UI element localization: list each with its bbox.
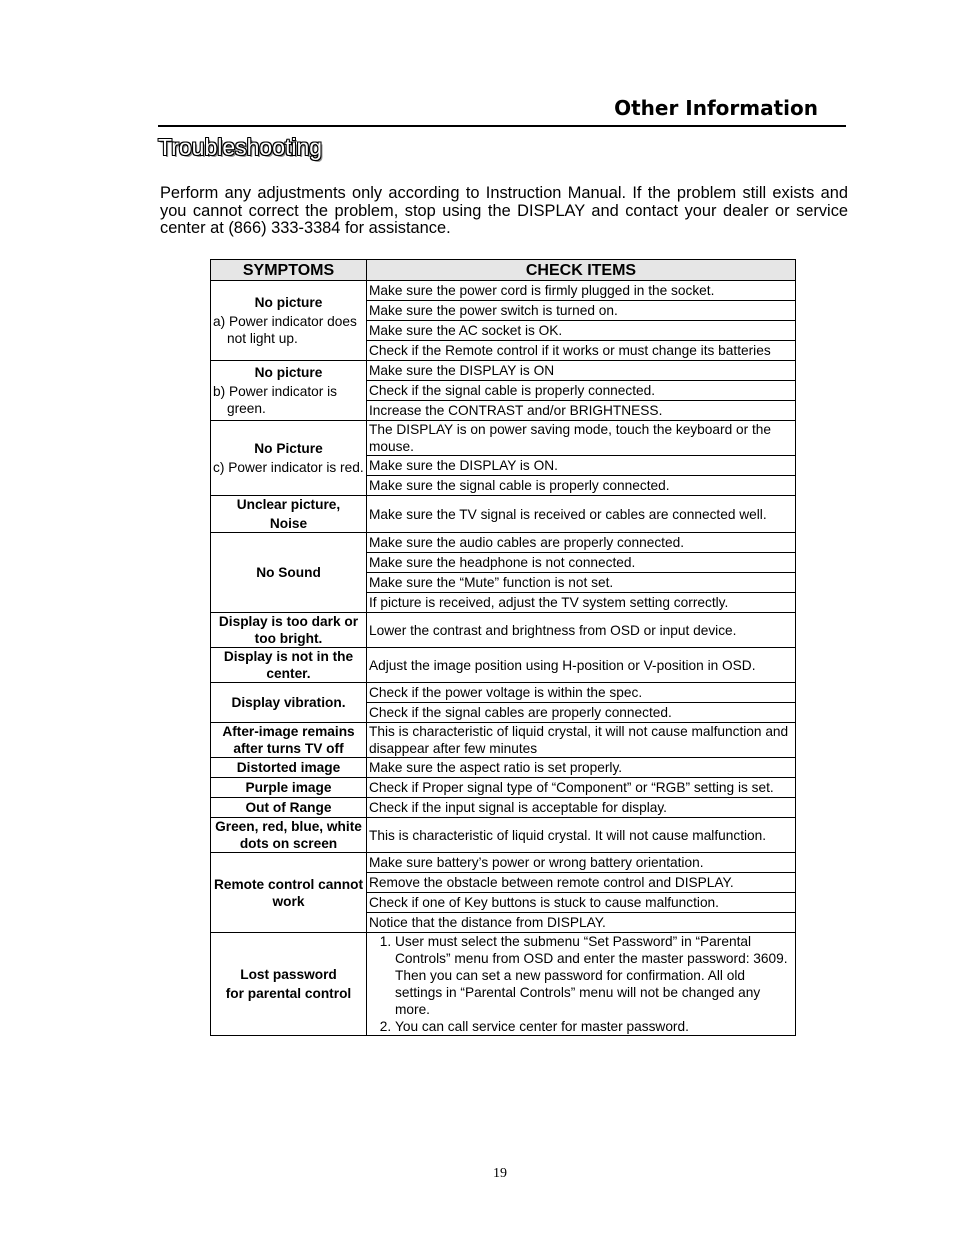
check-item bbox=[367, 933, 796, 1036]
symptom-cell bbox=[211, 281, 367, 361]
symptom-title-line2: for parental control bbox=[225, 986, 352, 1001]
symptom-title: Lost password bbox=[240, 967, 337, 982]
check-item: This is characteristic of liquid crystal, it will not cause malfunction and disappear after few minutes bbox=[367, 723, 796, 758]
symptom-cell: No Sound bbox=[211, 533, 367, 613]
check-item: The DISPLAY is on power saving mode, touch the keyboard or the mouse. bbox=[367, 421, 796, 456]
symptom-cell bbox=[211, 933, 367, 1036]
symptom-cell bbox=[211, 361, 367, 421]
check-item: Remove the obstacle between remote control and DISPLAY. bbox=[367, 873, 796, 893]
check-item: Check if one of Key buttons is stuck to cause malfunction. bbox=[367, 893, 796, 913]
symptom-cell: After-image remains after turns TV off bbox=[211, 723, 367, 758]
check-item: Notice that the distance from DISPLAY. bbox=[367, 913, 796, 933]
table-row bbox=[211, 421, 796, 456]
table-row bbox=[211, 361, 796, 381]
symptom-cell bbox=[211, 496, 367, 533]
page-title: Troubleshooting bbox=[158, 134, 323, 160]
check-item: Check if the Remote control if it works or must change its batteries bbox=[367, 341, 796, 361]
password-steps bbox=[369, 933, 793, 1035]
symptom-cell: Distorted image bbox=[211, 758, 367, 778]
intro-paragraph: Perform any adjustments only according to Instruction Manual. If the problem still exists and you cannot correct the problem, stop using the DISPLAY and contact your dealer or service center at (866) 333-3384 for assistance. bbox=[160, 184, 848, 237]
symptom-cell bbox=[211, 421, 367, 496]
table-row bbox=[211, 723, 796, 758]
table-row bbox=[211, 496, 796, 533]
check-item: Make sure the audio cables are properly connected. bbox=[367, 533, 796, 553]
table-row bbox=[211, 613, 796, 648]
check-item: If picture is received, adjust the TV system setting correctly. bbox=[367, 593, 796, 613]
table-row bbox=[211, 853, 796, 873]
table-row bbox=[211, 683, 796, 703]
check-item: Make sure the DISPLAY is ON. bbox=[367, 456, 796, 476]
check-item: Check if the signal cables are properly connected. bbox=[367, 703, 796, 723]
table-header-row bbox=[211, 260, 796, 281]
symptom-detail: a) Power indicator does not light up. bbox=[213, 314, 357, 346]
list-item: 2. You can call service center for master password. bbox=[395, 1018, 793, 1035]
check-item: Adjust the image position using H-position or V-position in OSD. bbox=[367, 648, 796, 683]
section-header: Other Information bbox=[614, 96, 818, 120]
check-item: Check if Proper signal type of “Component” or “RGB” setting is set. bbox=[367, 778, 796, 798]
table-row bbox=[211, 533, 796, 553]
table-row bbox=[211, 798, 796, 818]
symptoms-header: SYMPTOMS bbox=[211, 260, 367, 281]
check-item: Make sure the AC socket is OK. bbox=[367, 321, 796, 341]
symptom-cell: Display is not in the center. bbox=[211, 648, 367, 683]
check-items-header: CHECK ITEMS bbox=[367, 260, 796, 281]
check-item: Lower the contrast and brightness from OSD or input device. bbox=[367, 613, 796, 648]
symptom-detail: b) Power indicator is green. bbox=[213, 384, 337, 416]
symptom-cell: Purple image bbox=[211, 778, 367, 798]
check-item: Make sure the signal cable is properly connected. bbox=[367, 476, 796, 496]
table-row bbox=[211, 758, 796, 778]
check-item: This is characteristic of liquid crystal. It will not cause malfunction. bbox=[367, 818, 796, 853]
symptom-title: Unclear picture, bbox=[236, 497, 341, 512]
check-item: Make sure the “Mute” function is not set. bbox=[367, 573, 796, 593]
check-item: Make sure the TV signal is received or cables are connected well. bbox=[367, 496, 796, 533]
symptom-title: No picture bbox=[254, 295, 323, 310]
check-item: Check if the power voltage is within the spec. bbox=[367, 683, 796, 703]
symptom-cell: Out of Range bbox=[211, 798, 367, 818]
table-row bbox=[211, 281, 796, 301]
troubleshooting-table bbox=[210, 259, 796, 1036]
check-item: Make sure the DISPLAY is ON bbox=[367, 361, 796, 381]
symptom-cell: Remote control cannot work bbox=[211, 853, 367, 933]
check-item: Check if the input signal is acceptable for display. bbox=[367, 798, 796, 818]
header-rule bbox=[158, 125, 846, 127]
symptom-cell: Display is too dark or too bright. bbox=[211, 613, 367, 648]
check-item: Make sure the aspect ratio is set properly. bbox=[367, 758, 796, 778]
table-row bbox=[211, 778, 796, 798]
check-item: Check if the signal cable is properly connected. bbox=[367, 381, 796, 401]
check-item: Make sure battery’s power or wrong battery orientation. bbox=[367, 853, 796, 873]
symptom-detail: c) Power indicator is red. bbox=[213, 460, 364, 475]
check-item: Make sure the power cord is firmly plugged in the socket. bbox=[367, 281, 796, 301]
symptom-cell: Green, red, blue, white dots on screen bbox=[211, 818, 367, 853]
table-row bbox=[211, 818, 796, 853]
check-item: Increase the CONTRAST and/or BRIGHTNESS. bbox=[367, 401, 796, 421]
symptom-title: No picture bbox=[254, 365, 323, 380]
table-row bbox=[211, 648, 796, 683]
symptom-title: No Picture bbox=[254, 441, 323, 456]
symptom-cell: Display vibration. bbox=[211, 683, 367, 723]
symptom-title-line2: Noise bbox=[269, 516, 308, 531]
table-row bbox=[211, 933, 796, 1036]
list-item: 1. User must select the submenu “Set Password” in “Parental Controls” menu from OSD and enter the master password: 3609. Then you can set a new password for confirmation. All old settings in “Parental Controls” menu will not be changed any more. bbox=[395, 933, 793, 1018]
page-number: 19 bbox=[493, 1166, 507, 1181]
check-item: Make sure the power switch is turned on. bbox=[367, 301, 796, 321]
check-item: Make sure the headphone is not connected. bbox=[367, 553, 796, 573]
